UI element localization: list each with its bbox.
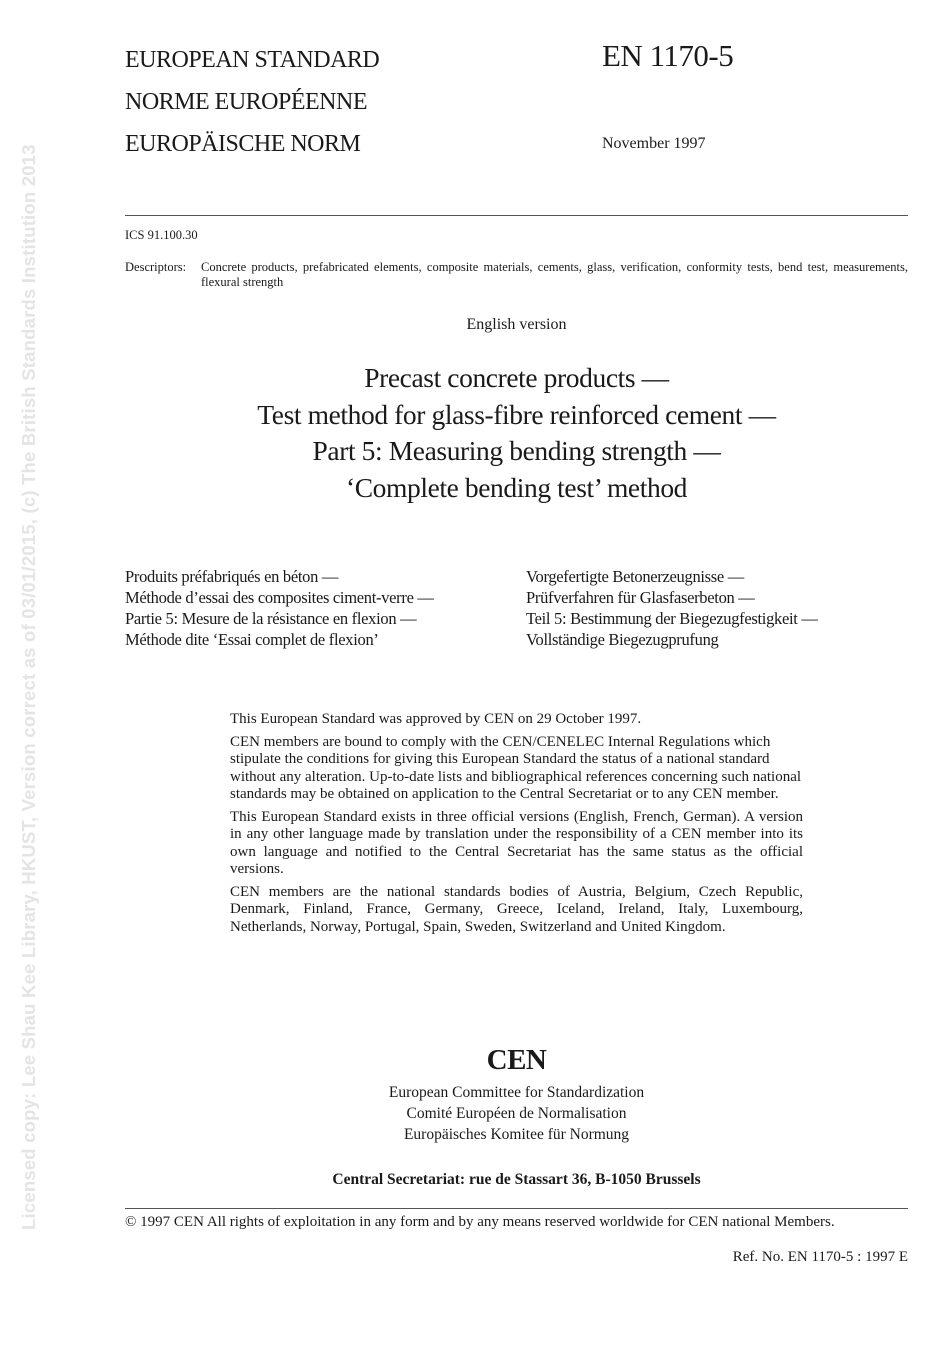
- standard-title-fr: NORME EUROPÉENNE: [125, 89, 367, 115]
- central-secretariat: Central Secretariat: rue de Stassart 36, B-1050 Brussels: [332, 1171, 701, 1188]
- german-title-line: Prüfverfahren für Glasfaserbeton —: [526, 588, 755, 607]
- cen-name-en: European Committee for Standardization: [388, 1084, 645, 1101]
- version-label: English version: [466, 316, 567, 333]
- german-title-line: Teil 5: Bestimmung der Biegezugfestigkeit —: [526, 609, 818, 628]
- license-watermark: Licensed copy: Lee Shau Kee Library, HKUST, Version correct as of 03/01/2015, (c) The British Standards Institution 2013: [18, 144, 39, 1230]
- cen-committee-names: [125, 1082, 908, 1145]
- notice-paragraph: This European Standard was approved by CEN on 29 October 1997.: [230, 711, 642, 727]
- notice-paragraph: CEN members are the national standards bodies of Austria, Belgium, Czech Republic, Denmark, Finland, France, Germany, Greece, Iceland, Ireland, Italy, Luxembourg, Netherlands, Norway, Portugal, Spain, Sweden, Switzerland and United Kingdom.: [230, 883, 803, 935]
- standard-number: EN 1170-5: [602, 38, 734, 73]
- footer-divider: [125, 1208, 908, 1209]
- header-divider: [125, 215, 908, 216]
- cen-logo: CEN: [486, 1044, 547, 1076]
- german-title-line: Vollständige Biegezugprufung: [526, 630, 719, 649]
- main-title-line: ‘Complete bending test’ method: [345, 471, 688, 503]
- standard-title-block: [125, 39, 379, 165]
- french-title-line: Partie 5: Mesure de la résistance en flexion —: [125, 609, 417, 628]
- main-title-line: Part 5: Measuring bending strength —: [312, 435, 721, 466]
- cen-name-de: Europäisches Komitee für Normung: [403, 1126, 630, 1143]
- approval-notice: [230, 711, 803, 941]
- french-title-line: Produits préfabriqués en béton —: [125, 567, 339, 586]
- descriptors-text: Concrete products, prefabricated elements, composite materials, cements, glass, verification, conformity tests, bend test, measurements, flexural strength: [201, 260, 908, 289]
- cen-name-fr: Comité Européen de Normalisation: [406, 1105, 627, 1122]
- notice-paragraph: This European Standard exists in three official versions (English, French, German). A version in any other language made by translation under the responsibility of a CEN member into its own language and notified to the Central Secretariat has the same status as the official versions.: [230, 808, 803, 877]
- copyright-notice: © 1997 CEN All rights of exploitation in any form and by any means reserved worldwide for CEN national Members.: [125, 1214, 835, 1230]
- reference-number: Ref. No. EN 1170-5 : 1997 E: [732, 1249, 908, 1265]
- french-title-line: Méthode d’essai des composites ciment-verre —: [125, 588, 434, 607]
- main-title: [125, 360, 908, 506]
- descriptors-label: Descriptors:: [125, 260, 187, 274]
- german-title-line: Vorgefertigte Betonerzeugnisse —: [526, 567, 744, 586]
- german-title: [526, 566, 818, 650]
- french-title-line: Méthode dite ‘Essai complet de flexion’: [125, 630, 379, 649]
- main-title-line: Precast concrete products —: [364, 362, 669, 393]
- notice-paragraph: CEN members are bound to comply with the CEN/CENELEC Internal Regulations which stipulate the conditions for giving this European Standard the status of a national standard without any alteration. Up-to-date lists and bibliographical references concerning such national standards may be obtained on application to the Central Secretariat or to any CEN member.: [230, 733, 802, 802]
- standard-title-en: EUROPEAN STANDARD: [125, 47, 380, 73]
- publication-date: November 1997: [602, 135, 706, 152]
- main-title-line: Test method for glass-fibre reinforced cement —: [257, 398, 776, 430]
- ics-code: ICS 91.100.30: [125, 228, 198, 242]
- french-title: [125, 566, 434, 650]
- standard-title-de: EUROPÄISCHE NORM: [125, 131, 361, 157]
